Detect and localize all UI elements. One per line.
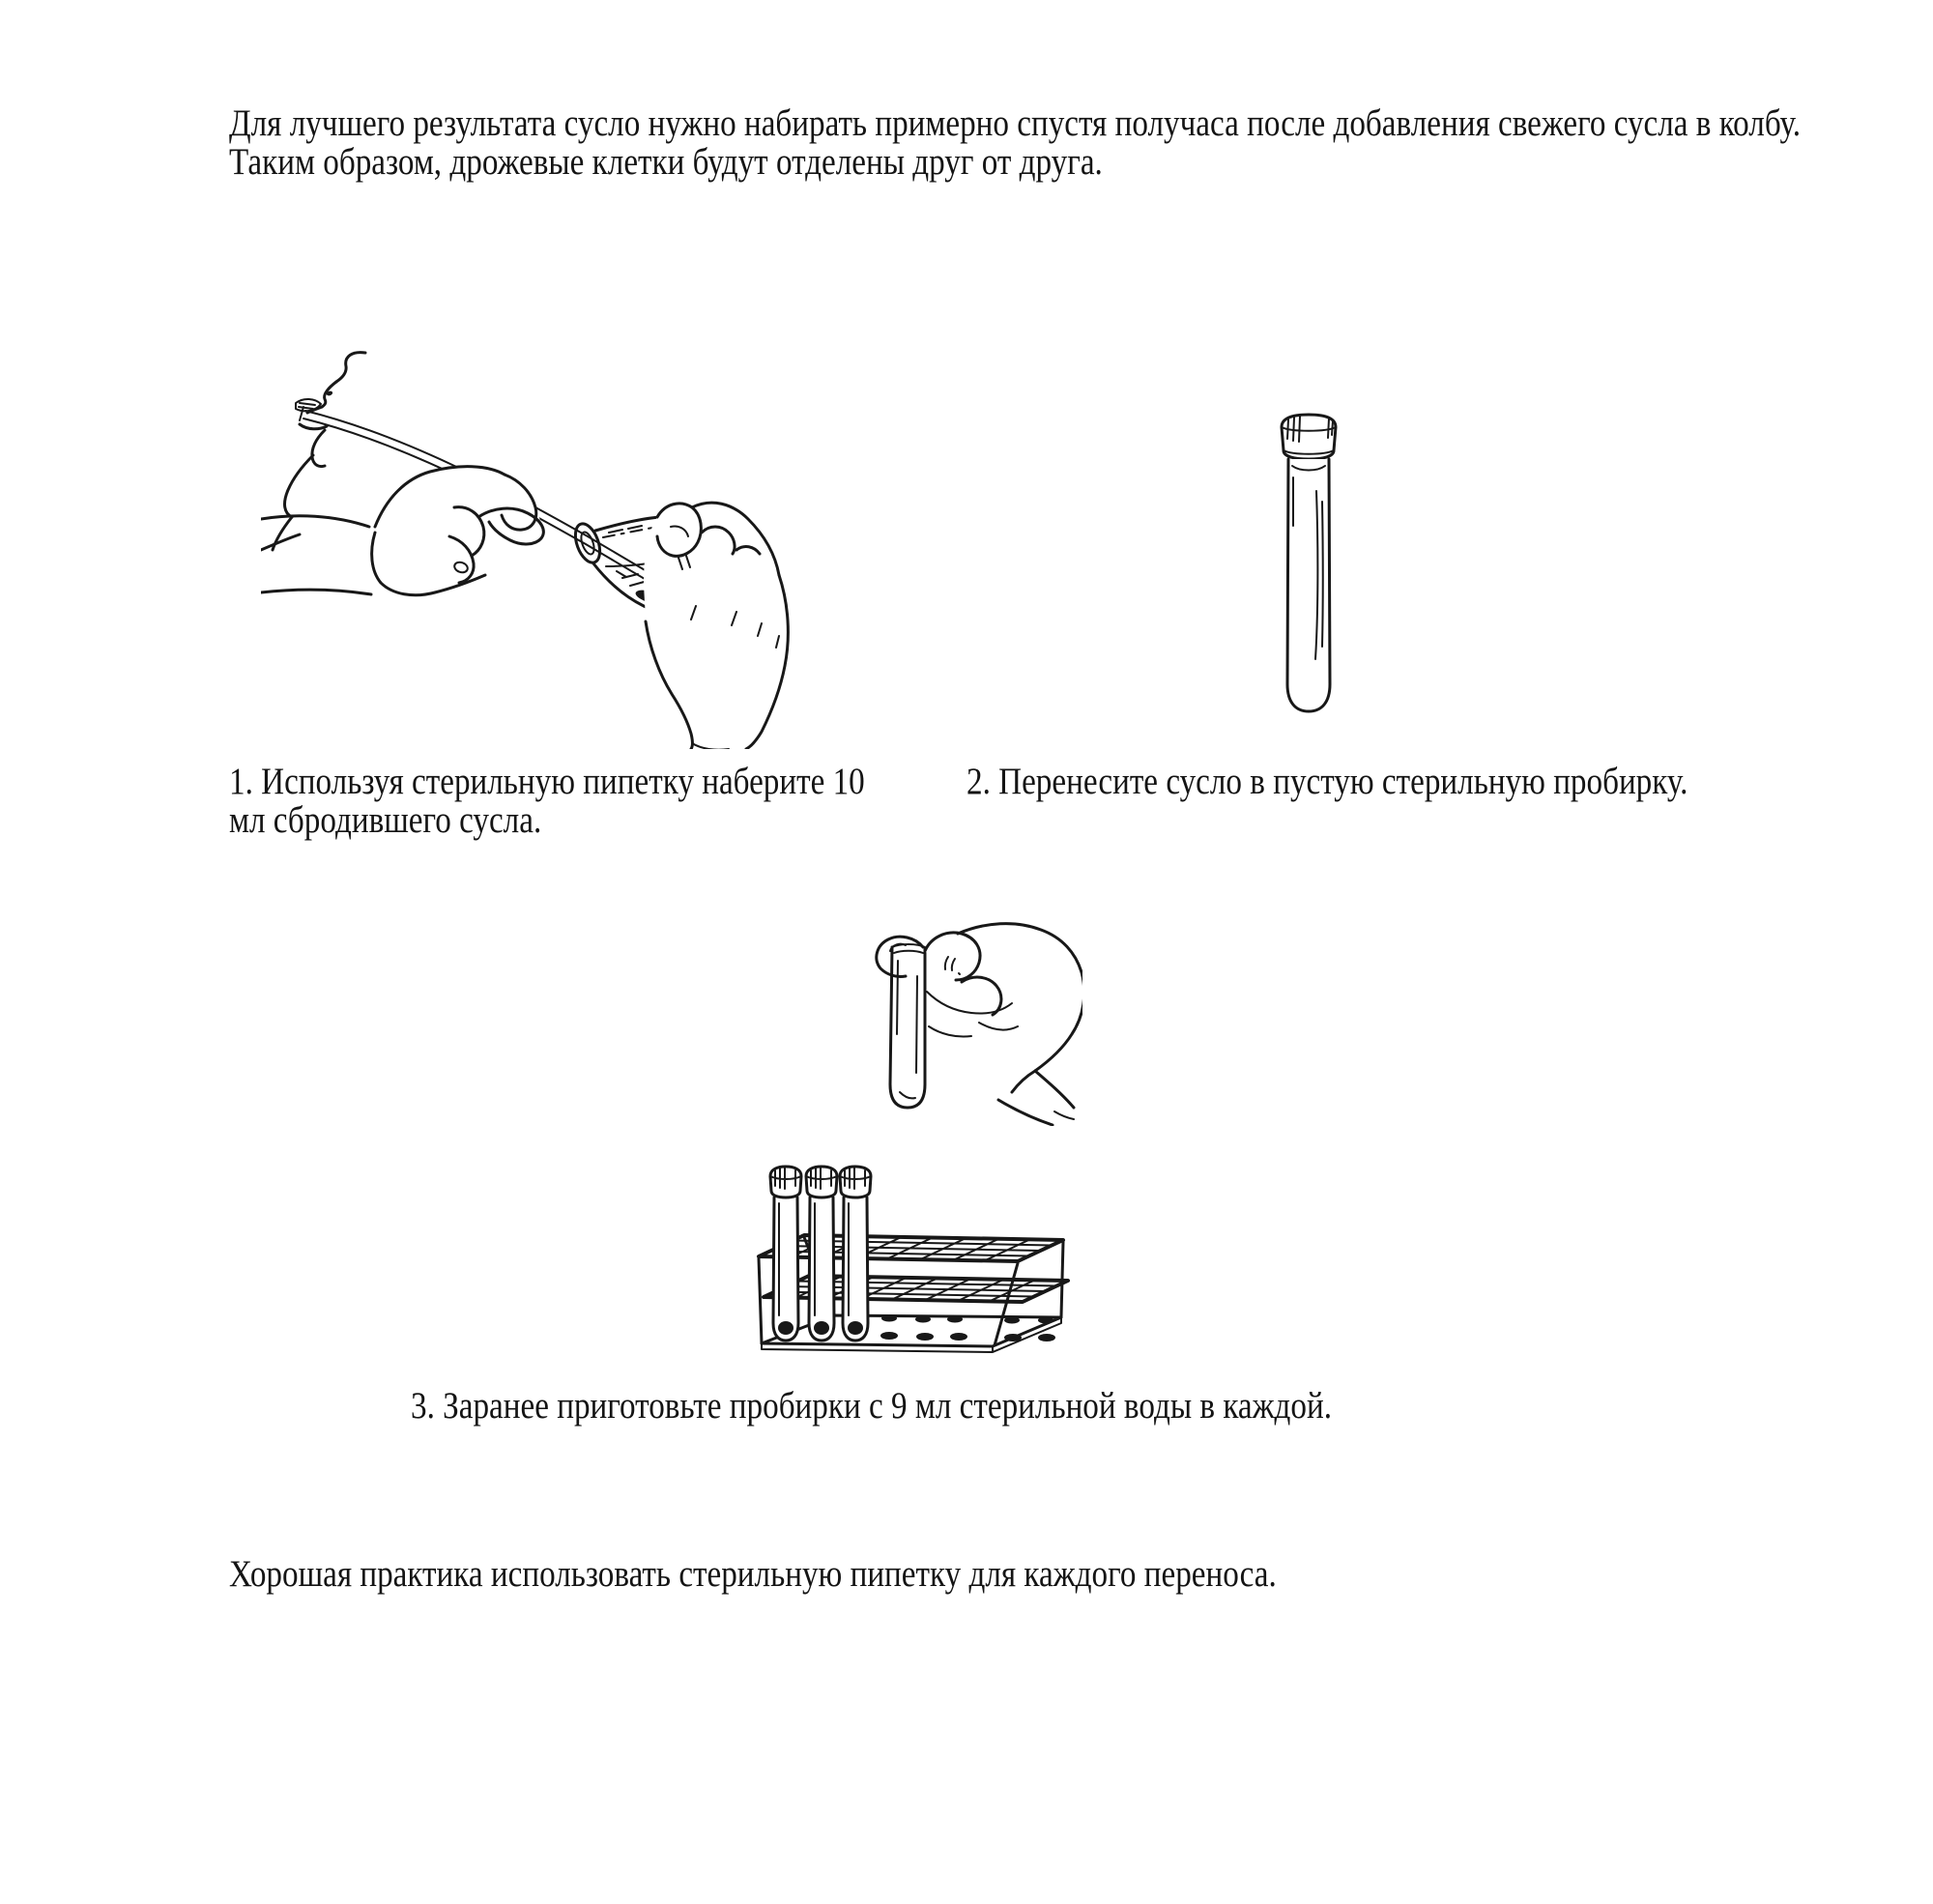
intro-paragraph: Для лучшего результата сусло нужно набирать примерно спустя получаса после добавления свежего сусла в колбу. Таким образом, дрожевые клетки будут отделены друг от друга. xyxy=(229,102,1802,183)
screw-cap xyxy=(1282,415,1336,459)
rack-base xyxy=(762,1314,1061,1352)
rack-tubes xyxy=(770,1167,871,1341)
step3-caption: 3. Заранее приготовьте пробирки с 9 мл стерильной воды в каждой. xyxy=(411,1385,1333,1427)
illustration-hand-holding-tube xyxy=(865,918,1082,1126)
test-tube xyxy=(890,944,925,1108)
left-hand-fist xyxy=(371,466,543,595)
capped-test-tube-icon xyxy=(1274,410,1343,721)
illustration-test-tube-rack xyxy=(752,1163,1073,1368)
rack-tube xyxy=(770,1167,801,1341)
rack-tube xyxy=(806,1167,837,1341)
glass-tube xyxy=(1287,459,1330,711)
test-tube-rack-icon xyxy=(752,1163,1073,1368)
illustration-capped-test-tube xyxy=(1274,410,1343,721)
left-forearm xyxy=(261,516,371,594)
illustration-mouth-pipetting xyxy=(261,343,831,749)
step1-caption: 1. Используя стерильную пипетку наберите 10 мл сбродившего сусла. xyxy=(229,761,865,841)
footer-note: Хорошая практика использовать стерильную пипетку для каждого переноса. xyxy=(229,1553,1277,1595)
rack-tube xyxy=(840,1167,871,1341)
step2-caption: 2. Перенесите сусло в пустую стерильную пробирку. xyxy=(966,761,1688,802)
hand-holding-tube-icon xyxy=(865,918,1082,1126)
right-hand-holding-flask xyxy=(644,497,788,749)
mouth-pipetting-icon xyxy=(261,343,831,749)
